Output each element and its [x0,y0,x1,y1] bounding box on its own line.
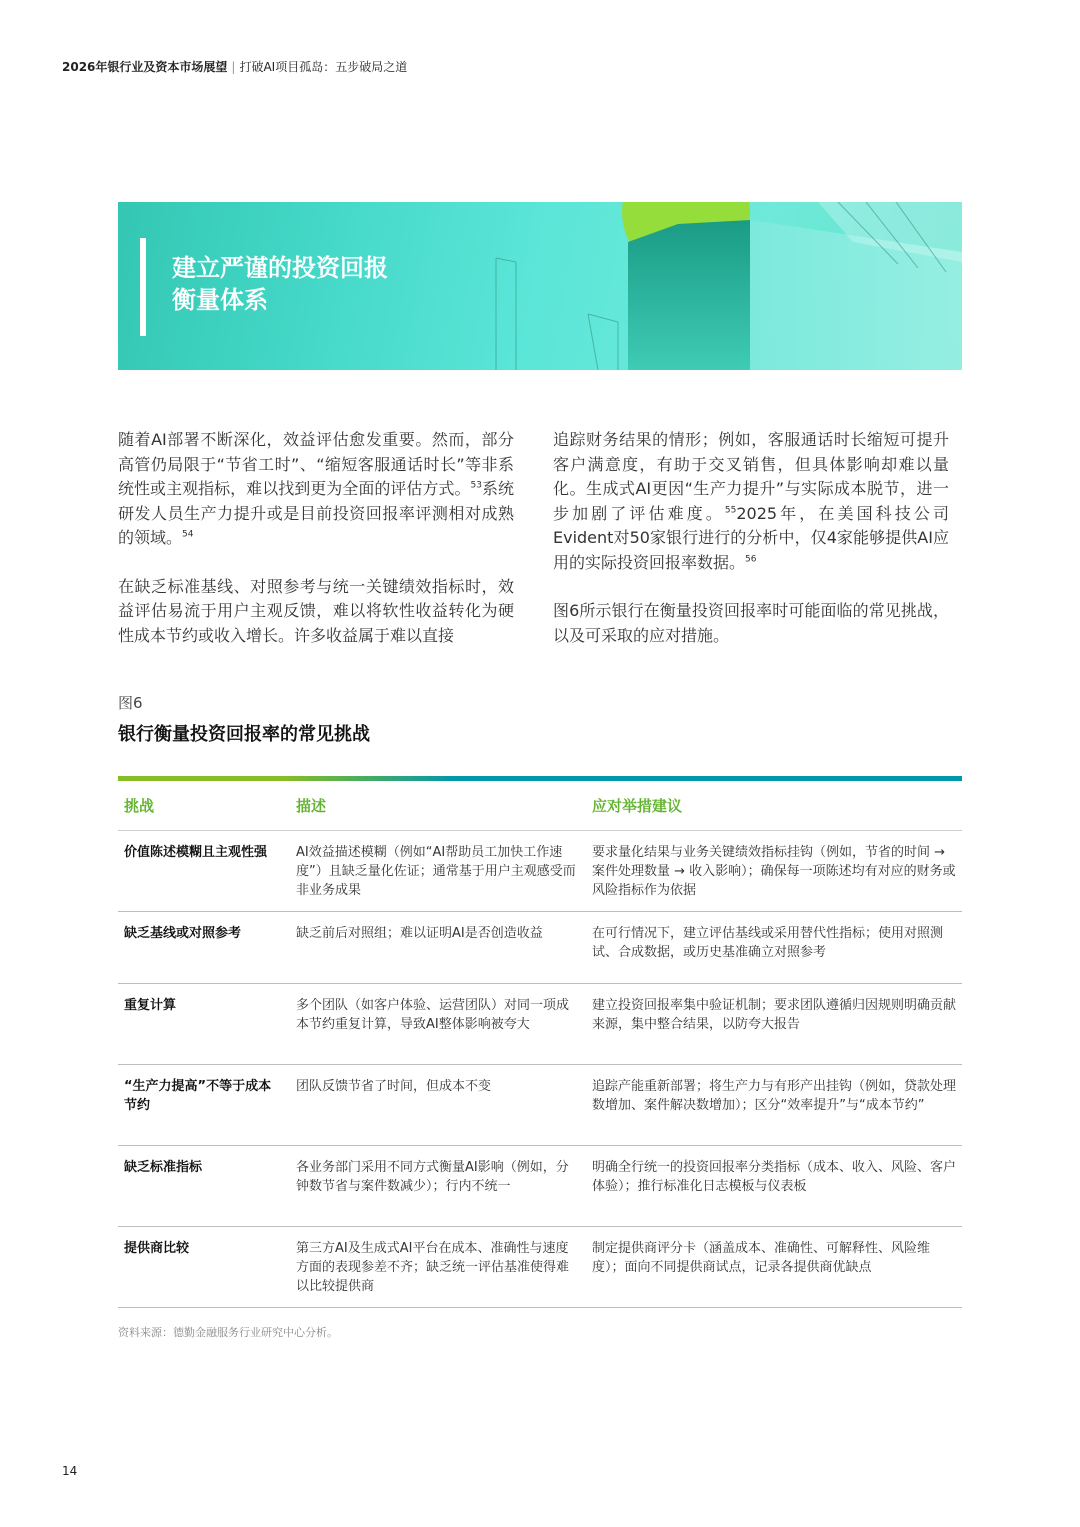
figure-label: 图6 [118,694,143,712]
banner-title-line2: 衡量体系 [172,286,268,314]
body-column-right [553,428,949,672]
column-header-description: 描述 [290,781,586,831]
table-row [118,912,962,984]
table-row [118,984,962,1065]
cell-challenge: 价值陈述模糊且主观性强 [118,831,290,912]
body-column-left [118,428,514,672]
table-header-row [118,781,962,831]
column-header-action: 应对举措建议 [586,781,962,831]
footnote-ref-55: 55 [724,505,737,516]
cell-description: AI效益描述模糊（例如“AI帮助员工加快工作速度”）且缺乏量化佐证；通常基于用户主观感受而非业务成果 [290,831,586,912]
header-separator: | [231,60,236,74]
cell-challenge: 提供商比较 [118,1227,290,1308]
running-header [62,58,407,75]
paragraph-4: 图6所示银行在衡量投资回报率时可能面临的常见挑战，以及可采取的应对措施。 [553,601,949,645]
cell-action: 制定提供商评分卡（涵盖成本、准确性、可解释性、风险维度）；面向不同提供商试点，记录各提供商优缺点 [586,1227,962,1308]
section-title: 打破AI项目孤岛：五步破局之道 [239,60,408,74]
paragraph-3-text-a: 追踪财务结果的情形；例如，客服通话时长缩短可提升客户满意度，有助于交叉销售，但具体影响却难以量化。生成式AI更因“生产力提升”与实际成本脱节，进一步加剧了评估难度。 [553,430,949,523]
banner-accent-bar [140,238,146,336]
challenges-table [118,781,962,1308]
table-row [118,1065,962,1146]
cell-challenge: 重复计算 [118,984,290,1065]
table-row [118,1227,962,1308]
cell-description: 缺乏前后对照组；难以证明AI是否创造收益 [290,912,586,984]
footnote-ref-54: 54 [182,529,194,540]
cell-description: 第三方AI及生成式AI平台在成本、准确性与速度方面的表现参差不齐；缺乏统一评估基准使得难以比较提供商 [290,1227,586,1308]
paragraph-3 [553,428,949,575]
banner-title [172,252,472,316]
paragraph-1-text-b: 系统研发人员生产力提升或是目前投资回报率评测相对成熟的领域。 [118,479,514,547]
cell-action: 要求量化结果与业务关键绩效指标挂钩（例如，节省的时间 → 案件处理数量 → 收入影响）；确保每一项陈述均有对应的财务或风险指标作为依据 [586,831,962,912]
footnote-ref-56: 56 [745,554,757,565]
table-row [118,1146,962,1227]
banner-title-line1: 建立严谨的投资回报 [172,254,388,282]
cell-description: 团队反馈节省了时间，但成本不变 [290,1065,586,1146]
paragraph-1 [118,428,514,551]
section-banner [118,202,962,370]
cell-description: 各业务部门采用不同方式衡量AI影响（例如，分钟数节省与案件数减少）；行内不统一 [290,1146,586,1227]
report-title: 2026年银行业及资本市场展望 [62,60,228,74]
paragraph-1-text-a: 随着AI部署不断深化，效益评估愈发重要。然而，部分高管仍局限于“节省工时”、“缩短客服通话时长”等非系统性或主观指标，难以找到更为全面的评估方式。 [118,430,514,498]
figure-title: 银行衡量投资回报率的常见挑战 [118,724,370,745]
table-row [118,831,962,912]
cell-action: 在可行情况下，建立评估基线或采用替代性指标；使用对照测试、合成数据，或历史基准确立对照参考 [586,912,962,984]
cell-challenge: “生产力提高”不等于成本节约 [118,1065,290,1146]
cell-action: 明确全行统一的投资回报率分类指标（成本、收入、风险、客户体验）；推行标准化日志模板与仪表板 [586,1146,962,1227]
cell-challenge: 缺乏标准指标 [118,1146,290,1227]
column-header-challenge: 挑战 [118,781,290,831]
footnote-ref-53: 53 [470,480,482,491]
cell-action: 追踪产能重新部署；将生产力与有形产出挂钩（例如，贷款处理数增加、案件解决数增加）；区分“效率提升”与“成本节约” [586,1065,962,1146]
cell-description: 多个团队（如客户体验、运营团队）对同一项成本节约重复计算，导致AI整体影响被夸大 [290,984,586,1065]
paragraph-3-text-b: 2025年，在美国科技公司Evident对50家银行进行的分析中，仅4家能够提供AI应用的实际投资回报率数据。 [553,503,949,572]
cell-action: 建立投资回报率集中验证机制；要求团队遵循归因规则明确贡献来源，集中整合结果，以防夸大报告 [586,984,962,1065]
cell-challenge: 缺乏基线或对照参考 [118,912,290,984]
source-note: 资料来源：德勤金融服务行业研究中心分析。 [118,1326,338,1339]
paragraph-2: 在缺乏标准基线、对照参考与统一关键绩效指标时，效益评估易流于用户主观反馈，难以将软性收益转化为硬性成本节约或收入增长。许多收益属于难以直接 [118,576,514,645]
page-number: 14 [62,1464,78,1478]
